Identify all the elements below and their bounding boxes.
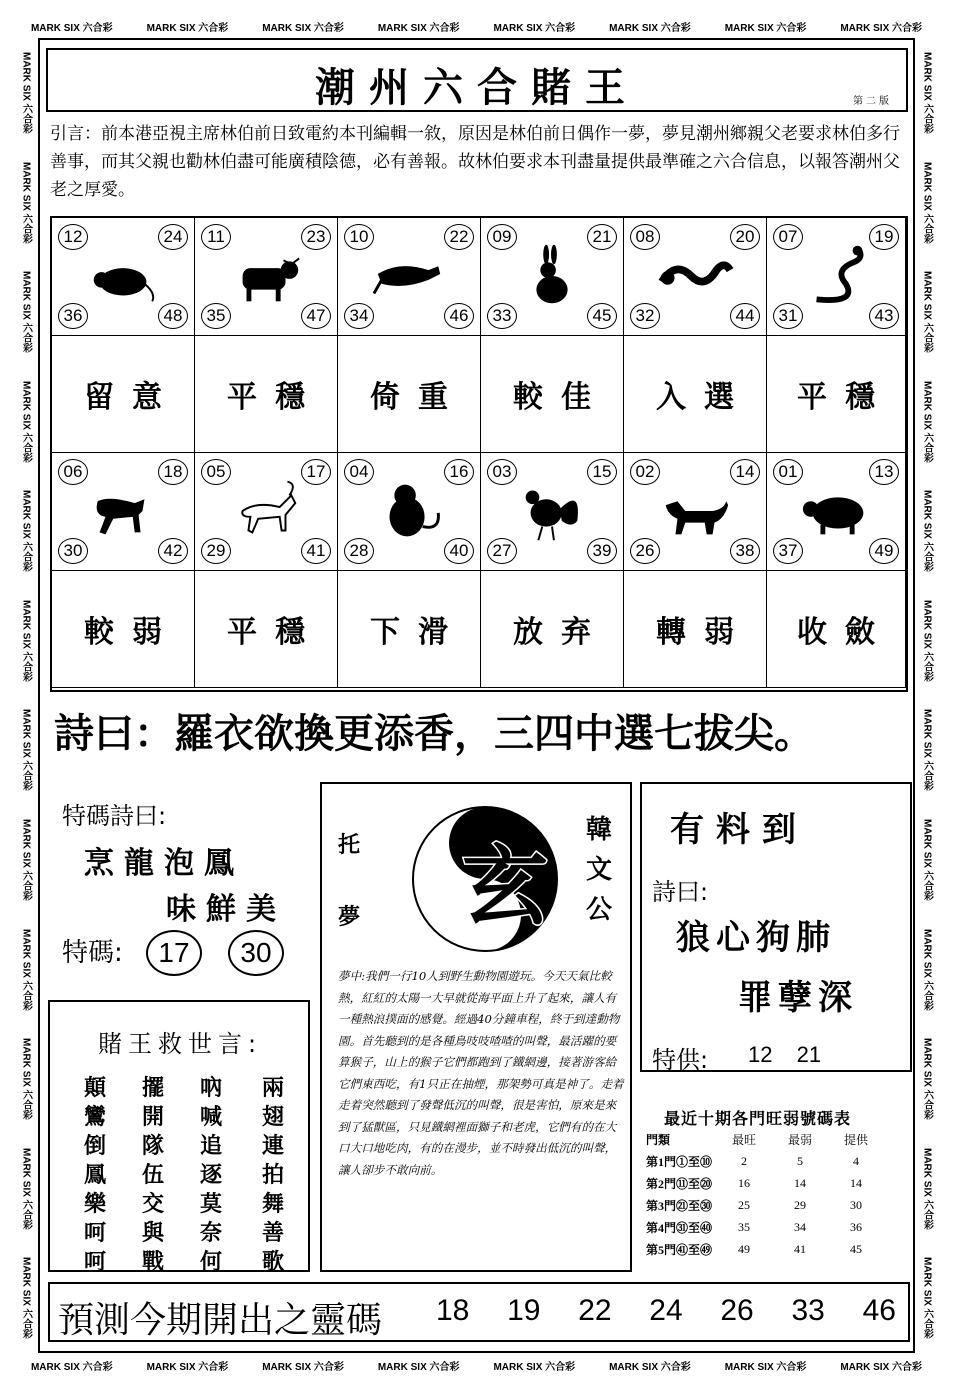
door-name: 第1門 xyxy=(646,1154,677,1169)
border-brand-text: MARK SIX 六合彩 xyxy=(20,380,32,463)
rat-icon xyxy=(84,240,162,310)
zodiac-number: 33 xyxy=(487,303,517,329)
prediction-box xyxy=(48,1282,910,1342)
zodiac-number-cell xyxy=(52,218,195,336)
table-cell-cold: 29 xyxy=(794,1197,806,1212)
prediction-label: 預測今期開出之靈碼 xyxy=(58,1300,383,1341)
zodiac-number: 08 xyxy=(630,224,660,250)
zodiac-comment: 入選 xyxy=(656,380,752,415)
zodiac-number: 04 xyxy=(344,459,374,485)
gambler-column-2: 擺開隊伍交與戰 xyxy=(142,1076,165,1275)
zodiac-number: 44 xyxy=(730,303,760,329)
prediction-number: 18 xyxy=(436,1294,470,1327)
border-brand-text: MARK SIX 六合彩 xyxy=(146,1361,229,1373)
zodiac-number: 17 xyxy=(301,459,331,485)
zodiac-number: 35 xyxy=(201,303,231,329)
border-brand-text: MARK SIX 六合彩 xyxy=(921,928,933,1011)
zodiac-comment: 留意 xyxy=(84,380,180,415)
zodiac-comment: 下滑 xyxy=(370,615,466,650)
border-brand-text: MARK SIX 六合彩 xyxy=(20,928,32,1011)
table-header-door: 門類 xyxy=(646,1132,671,1147)
border-strip-bottom xyxy=(14,1353,939,1377)
zodiac-comment: 轉弱 xyxy=(656,615,752,650)
special-code-box xyxy=(48,782,310,1002)
zodiac-number-cell xyxy=(195,218,338,336)
rabbit-icon xyxy=(513,240,591,310)
zodiac-comment-cell xyxy=(338,336,481,453)
table-cell-hot: 2 xyxy=(741,1153,747,1168)
ox-icon xyxy=(227,240,305,310)
prediction-number: 22 xyxy=(578,1294,612,1327)
border-brand-text: MARK SIX 六合彩 xyxy=(921,380,933,463)
dream-author: 韓文公 xyxy=(586,815,613,925)
border-brand-text: MARK SIX 六合彩 xyxy=(921,1257,933,1339)
zodiac-number: 45 xyxy=(587,303,617,329)
door-range: ⑪至⑳ xyxy=(676,1176,713,1191)
table-title: 最近十期各門旺弱號碼表 xyxy=(664,1109,852,1128)
zodiac-number: 34 xyxy=(344,303,374,329)
zodiac-number: 40 xyxy=(444,538,474,564)
table-header-cold: 最弱 xyxy=(787,1132,812,1147)
prediction-number: 33 xyxy=(791,1294,825,1327)
border-brand-text: MARK SIX 六合彩 xyxy=(493,1361,576,1373)
zodiac-comment-cell xyxy=(52,336,195,453)
zodiac-number: 42 xyxy=(158,538,188,564)
door-name: 第2門 xyxy=(646,1176,677,1191)
zodiac-comment-cell xyxy=(624,336,767,453)
zodiac-number: 24 xyxy=(158,224,188,250)
zodiac-number: 10 xyxy=(344,224,374,250)
zodiac-comment-cell xyxy=(624,571,767,688)
zodiac-comment-cell xyxy=(481,336,624,453)
border-brand-text: MARK SIX 六合彩 xyxy=(377,1361,460,1373)
rooster-icon xyxy=(513,475,591,545)
border-brand-text: MARK SIX 六合彩 xyxy=(921,1147,933,1230)
zodiac-number-cell xyxy=(52,453,195,571)
table-cell-provide: 14 xyxy=(850,1175,862,1190)
border-brand-text: MARK SIX 六合彩 xyxy=(377,22,460,34)
zodiac-number: 30 xyxy=(58,538,88,564)
goat-icon xyxy=(227,475,305,545)
zodiac-number: 05 xyxy=(201,459,231,485)
zodiac-number: 26 xyxy=(630,538,660,564)
zodiac-number: 06 xyxy=(58,459,88,485)
border-brand-text: MARK SIX 六合彩 xyxy=(921,271,933,353)
border-brand-text: MARK SIX 六合彩 xyxy=(921,709,933,792)
zodiac-number-cell xyxy=(481,218,624,336)
table-cell-door xyxy=(646,1175,716,1192)
zodiac-number: 23 xyxy=(301,224,331,250)
zodiac-number: 16 xyxy=(444,459,474,485)
border-brand-text: MARK SIX 六合彩 xyxy=(921,51,933,134)
special-code-label: 特碼: xyxy=(62,938,123,968)
zodiac-number: 03 xyxy=(487,459,517,485)
table-cell-cold: 41 xyxy=(794,1241,806,1256)
table-header-row xyxy=(646,1128,886,1150)
prediction-number: 26 xyxy=(720,1294,754,1327)
zodiac-number: 47 xyxy=(301,303,331,329)
border-brand-text: MARK SIX 六合彩 xyxy=(493,22,576,34)
table-header-hot: 最旺 xyxy=(731,1132,756,1147)
zodiac-number-cell xyxy=(481,453,624,571)
border-brand-text: MARK SIX 六合彩 xyxy=(609,22,691,34)
border-brand-text: MARK SIX 六合彩 xyxy=(20,1038,32,1120)
page-title: 潮州六合賭王 xyxy=(315,64,639,111)
border-brand-text: MARK SIX 六合彩 xyxy=(262,1361,344,1373)
zodiac-number: 27 xyxy=(487,538,517,564)
table-cell-provide: 45 xyxy=(850,1241,862,1256)
zodiac-number: 43 xyxy=(869,303,899,329)
special-poem-line-1: 烹龍泡鳳 xyxy=(84,846,244,881)
zodiac-number: 46 xyxy=(444,303,474,329)
zodiac-number-cell xyxy=(767,218,906,336)
zodiac-comment-cell xyxy=(767,571,906,688)
edition-label: 第二版 xyxy=(853,96,892,107)
border-brand-text: MARK SIX 六合彩 xyxy=(609,1361,691,1373)
zodiac-comment: 較佳 xyxy=(513,380,609,415)
zodiac-comment: 平穩 xyxy=(227,380,323,415)
zodiac-grid xyxy=(50,216,908,692)
zodiac-number: 12 xyxy=(58,224,88,250)
border-brand-text: MARK SIX 六合彩 xyxy=(20,161,32,244)
border-brand-text: MARK SIX 六合彩 xyxy=(921,1038,933,1120)
zodiac-comment: 較弱 xyxy=(84,615,180,650)
border-brand-text: MARK SIX 六合彩 xyxy=(20,599,32,682)
prediction-number: 46 xyxy=(862,1294,896,1327)
intro-paragraph: 引言：前本港亞視主席林伯前日致電約本刊編輯一敘，原因是林伯前日偶作一夢，夢見潮州鄉親父老要求林伯多行善事，而其父親也勸林伯盡可能廣積陰德，必有善報。故林伯要求本刊盡量提供最準確之六合信息，以報答潮州父老之厚愛。 xyxy=(50,124,900,200)
horse-icon xyxy=(84,475,162,545)
border-brand-text: MARK SIX 六合彩 xyxy=(30,1361,113,1373)
dream-label: 托夢 xyxy=(338,833,361,930)
monkey-icon xyxy=(370,475,448,545)
zodiac-comment-cell xyxy=(767,336,906,453)
table-row xyxy=(646,1172,886,1194)
zodiac-number: 39 xyxy=(587,538,617,564)
table-cell-cold: 34 xyxy=(794,1219,806,1234)
dream-box xyxy=(320,782,632,1272)
zodiac-number: 02 xyxy=(630,459,660,485)
table-cell-cold: 14 xyxy=(794,1175,806,1190)
table-cell-hot: 35 xyxy=(738,1219,750,1234)
dragon-icon xyxy=(656,240,734,310)
zodiac-number: 20 xyxy=(730,224,760,250)
zodiac-number: 07 xyxy=(773,224,803,250)
border-brand-text: MARK SIX 六合彩 xyxy=(921,490,933,572)
dog-icon xyxy=(656,475,734,545)
table-row xyxy=(646,1194,886,1216)
table-row xyxy=(646,1216,886,1238)
supply-heading: 有料到 xyxy=(670,810,808,850)
zodiac-number-cell xyxy=(624,218,767,336)
zodiac-number-cell xyxy=(338,453,481,571)
border-brand-text: MARK SIX 六合彩 xyxy=(921,161,933,244)
zodiac-comment-cell xyxy=(52,571,195,688)
zodiac-number: 01 xyxy=(773,459,803,485)
border-strip-top xyxy=(14,14,939,38)
zodiac-number: 41 xyxy=(301,538,331,564)
table-cell-cold: 5 xyxy=(797,1153,803,1168)
title-box xyxy=(46,48,908,112)
border-strip-left xyxy=(14,38,38,1353)
zodiac-number: 36 xyxy=(58,303,88,329)
table-cell-door xyxy=(646,1153,716,1170)
table-cell-provide: 4 xyxy=(853,1153,859,1168)
pig-icon xyxy=(799,475,877,545)
border-brand-text: MARK SIX 六合彩 xyxy=(20,51,32,134)
zodiac-number: 11 xyxy=(201,224,231,250)
snake-icon xyxy=(799,240,877,310)
special-title: 特碼詩曰: xyxy=(62,802,167,830)
border-brand-text: MARK SIX 六合彩 xyxy=(20,709,32,792)
zodiac-number: 15 xyxy=(587,459,617,485)
supply-poem-line-1: 狼心狗肺 xyxy=(676,918,836,958)
zodiac-number-cell xyxy=(767,453,906,571)
zodiac-number: 14 xyxy=(730,459,760,485)
border-brand-text: MARK SIX 六合彩 xyxy=(20,1257,32,1339)
zodiac-number: 21 xyxy=(587,224,617,250)
door-range: ㉛至㊵ xyxy=(676,1220,713,1235)
door-range: ㉑至㉚ xyxy=(676,1198,713,1213)
supply-label: 特供: xyxy=(652,1046,709,1074)
tiger-icon xyxy=(370,240,448,310)
zodiac-number: 48 xyxy=(158,303,188,329)
border-brand-text: MARK SIX 六合彩 xyxy=(921,819,933,901)
zodiac-number-cell xyxy=(195,453,338,571)
table-cell-door xyxy=(646,1197,716,1214)
dream-story: 夢中:我們一行10人到野生動物園遊玩。今天天氣比較熱，紅紅的太陽一大早就從海平面上升了起來，讓人有一種熱浪撲面的感覺。經過40分鐘車程，終于到達動物園。首先聽到的是各種鳥吱吱喳喳的叫聲，最活躍的要算猴子，山上的猴子它們都跑到了鐵網邊，接著游客給它們東西吃，有1只正在抽煙，那架勢可真是神了。走着走着突然聽到了發聲低沉的叫聲，很是害怕，原來是來到了猛獸區，只見鐵網裡面獅子和老虎，它們有的在大口大口地吃肉，有的在漫步，並不時發出低沉的叫聲，讓人卻步不敢向前。 xyxy=(338,969,624,1177)
zodiac-number: 18 xyxy=(158,459,188,485)
special-poem-line-2: 味鮮美 xyxy=(166,892,286,927)
prediction-number: 19 xyxy=(507,1294,541,1327)
table-cell-hot: 49 xyxy=(738,1241,750,1256)
supply-numbers: 12 21 xyxy=(748,1042,822,1067)
zodiac-number-cell xyxy=(624,453,767,571)
gambler-column-4: 兩翅連拍舞善歌 xyxy=(262,1076,285,1275)
border-strip-right xyxy=(915,38,939,1353)
supply-poem-label: 詩曰: xyxy=(652,878,709,906)
border-brand-text: MARK SIX 六合彩 xyxy=(20,1147,32,1230)
zodiac-number: 49 xyxy=(869,538,899,564)
table-row xyxy=(646,1238,886,1260)
zodiac-number: 38 xyxy=(730,538,760,564)
zodiac-comment: 放弃 xyxy=(513,615,609,650)
supply-poem-line-2: 罪孽深 xyxy=(738,978,858,1018)
gambler-saying-box xyxy=(48,1000,310,1275)
gambler-column-3: 吶喊追逐莫奈何 xyxy=(200,1076,223,1275)
zodiac-number-cell xyxy=(338,218,481,336)
border-brand-text: MARK SIX 六合彩 xyxy=(20,490,32,572)
special-code-2: 30 xyxy=(228,930,284,976)
door-name: 第5門 xyxy=(646,1242,677,1257)
table-row xyxy=(646,1150,886,1172)
zodiac-number: 31 xyxy=(773,303,803,329)
zodiac-comment-cell xyxy=(195,571,338,688)
border-brand-text: MARK SIX 六合彩 xyxy=(146,22,229,34)
zodiac-comment-cell xyxy=(481,571,624,688)
border-brand-text: MARK SIX 六合彩 xyxy=(30,22,113,34)
prediction-number: 24 xyxy=(649,1294,683,1327)
table-cell-door xyxy=(646,1219,716,1236)
door-range: ㊶至㊾ xyxy=(676,1242,713,1257)
zodiac-comment-cell xyxy=(338,571,481,688)
supply-box xyxy=(640,782,912,1072)
zodiac-number: 22 xyxy=(444,224,474,250)
main-poem: 詩曰：羅衣欲換更添香，三四中選七拔尖。 xyxy=(54,711,814,757)
table-cell-hot: 25 xyxy=(738,1197,750,1212)
table-header-provide: 提供 xyxy=(843,1132,868,1147)
door-name: 第4門 xyxy=(646,1220,677,1235)
door-range: ①至⑩ xyxy=(676,1154,713,1169)
table-cell-provide: 30 xyxy=(850,1197,862,1212)
border-brand-text: MARK SIX 六合彩 xyxy=(724,22,807,34)
zodiac-number: 19 xyxy=(869,224,899,250)
zodiac-comment: 平穩 xyxy=(797,380,893,415)
border-brand-text: MARK SIX 六合彩 xyxy=(262,22,344,34)
zodiac-comment: 倚重 xyxy=(370,380,466,415)
emblem-character: 玄 xyxy=(462,836,548,937)
zodiac-comment-cell xyxy=(195,336,338,453)
border-brand-text: MARK SIX 六合彩 xyxy=(921,599,933,682)
border-brand-text: MARK SIX 六合彩 xyxy=(20,271,32,353)
yin-yang-emblem-icon xyxy=(410,804,560,954)
zodiac-number: 29 xyxy=(201,538,231,564)
border-brand-text: MARK SIX 六合彩 xyxy=(840,1361,923,1373)
zodiac-comment: 平穩 xyxy=(227,615,323,650)
border-brand-text: MARK SIX 六合彩 xyxy=(724,1361,807,1373)
zodiac-number: 13 xyxy=(869,459,899,485)
zodiac-number: 32 xyxy=(630,303,660,329)
gambler-column-1: 顛鸞倒鳳樂呵呵 xyxy=(84,1076,107,1275)
zodiac-comment: 收斂 xyxy=(797,615,893,650)
table-cell-hot: 16 xyxy=(738,1175,750,1190)
door-stats-table xyxy=(640,1090,912,1272)
table-cell-door xyxy=(646,1241,716,1258)
zodiac-number: 28 xyxy=(344,538,374,564)
door-name: 第3門 xyxy=(646,1198,677,1213)
zodiac-number: 37 xyxy=(773,538,803,564)
table-cell-provide: 36 xyxy=(850,1219,862,1234)
border-brand-text: MARK SIX 六合彩 xyxy=(20,819,32,901)
special-code-1: 17 xyxy=(146,930,202,976)
border-brand-text: MARK SIX 六合彩 xyxy=(840,22,923,34)
prediction-numbers xyxy=(436,1294,896,1328)
gambler-title: 賭王救世言: xyxy=(98,1030,263,1058)
zodiac-number: 09 xyxy=(487,224,517,250)
